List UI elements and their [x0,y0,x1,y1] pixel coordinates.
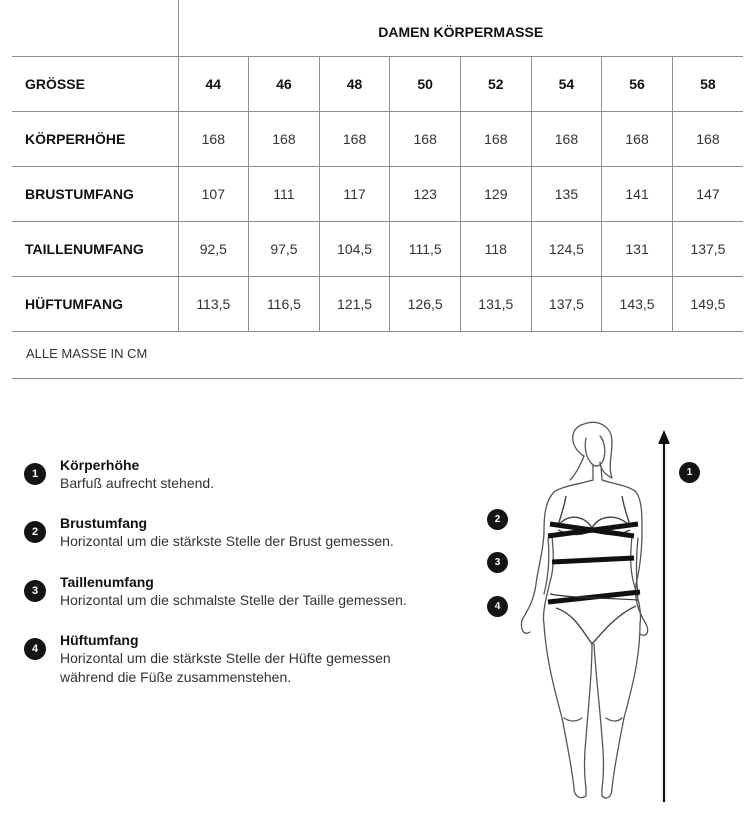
table-cell: 126,5 [390,277,461,332]
row-label: TAILLENUMFANG [12,222,178,277]
legend-item-waist [24,573,464,617]
table-row-body-height [12,112,743,167]
height-arrow [658,430,670,802]
table-cell: 121,5 [319,277,390,332]
legend-item-height [24,456,464,500]
table-cell: 123 [390,167,461,222]
divider [12,378,743,379]
legend-title: Körperhöhe [60,457,140,473]
number-badge: 4 [24,638,46,660]
size-54: 54 [531,57,602,112]
table-cell: 168 [531,112,602,167]
units-footnote: ALLE MASSE IN CM [26,346,148,361]
table-cell: 147 [672,167,743,222]
legend-title: Hüftumfang [60,632,139,648]
table-cell: 135 [531,167,602,222]
figure-marker-waist: 3 [487,552,508,573]
table-row-hip [12,277,743,332]
legend-title: Taillenumfang [60,574,154,590]
table-cell: 149,5 [672,277,743,332]
size-50: 50 [390,57,461,112]
size-48: 48 [319,57,390,112]
figure-marker-height: 1 [679,462,700,483]
size-56: 56 [602,57,673,112]
table-cell: 131 [602,222,673,277]
number-badge: 3 [24,580,46,602]
table-cell: 113,5 [178,277,249,332]
table-cell: 168 [249,112,320,167]
table-cell: 131,5 [461,277,532,332]
legend-description: Horizontal um die schmalste Stelle der Taille gemessen. [60,592,407,608]
row-label: HÜFTUMFANG [12,277,178,332]
table-cell: 137,5 [531,277,602,332]
size-58: 58 [672,57,743,112]
size-chart-table [12,0,743,332]
table-cell: 107 [178,167,249,222]
table-headline: DAMEN KÖRPERMASSE [178,0,743,57]
table-cell: 118 [461,222,532,277]
legend-description: Barfuß aufrecht stehend. [60,475,215,491]
legend-item-hip [24,631,464,695]
table-cell: 137,5 [672,222,743,277]
table-cell: 143,5 [602,277,673,332]
table-cell: 168 [461,112,532,167]
figure-marker-bust: 2 [487,509,508,530]
size-row [12,57,743,112]
figure-marker-hip: 4 [487,596,508,617]
table-cell: 141 [602,167,673,222]
row-label-size: GRÖSSE [12,57,178,112]
table-cell: 168 [672,112,743,167]
table-cell: 168 [319,112,390,167]
table-cell: 111,5 [390,222,461,277]
table-cell: 116,5 [249,277,320,332]
table-cell: 168 [390,112,461,167]
body-figure-illustration [500,418,700,808]
table-row-waist [12,222,743,277]
size-46: 46 [249,57,320,112]
number-badge: 2 [24,521,46,543]
table-cell: 92,5 [178,222,249,277]
row-label: BRUSTUMFANG [12,167,178,222]
table-cell: 168 [178,112,249,167]
legend-description-line-1: Horizontal um die stärkste Stelle der Hüfte gemessen [60,650,391,666]
measurement-bands [548,524,640,602]
table-cell: 104,5 [319,222,390,277]
row-label: KÖRPERHÖHE [12,112,178,167]
table-cell: 129 [461,167,532,222]
size-52: 52 [461,57,532,112]
bikini-bottom [556,606,636,644]
legend-description-line-2: während die Füße zusammenstehen. [60,669,292,685]
table-cell: 168 [602,112,673,167]
table-cell: 124,5 [531,222,602,277]
size-44: 44 [178,57,249,112]
table-cell: 117 [319,167,390,222]
table-row-bust [12,167,743,222]
table-cell: 111 [249,167,320,222]
table-corner-cell [12,0,178,57]
legend-description: Horizontal um die stärkste Stelle der Brust gemessen. [60,533,394,549]
table-cell: 97,5 [249,222,320,277]
legend-item-bust [24,514,464,558]
table-title-row [12,0,743,57]
number-badge: 1 [24,463,46,485]
legend-title: Brustumfang [60,515,148,531]
